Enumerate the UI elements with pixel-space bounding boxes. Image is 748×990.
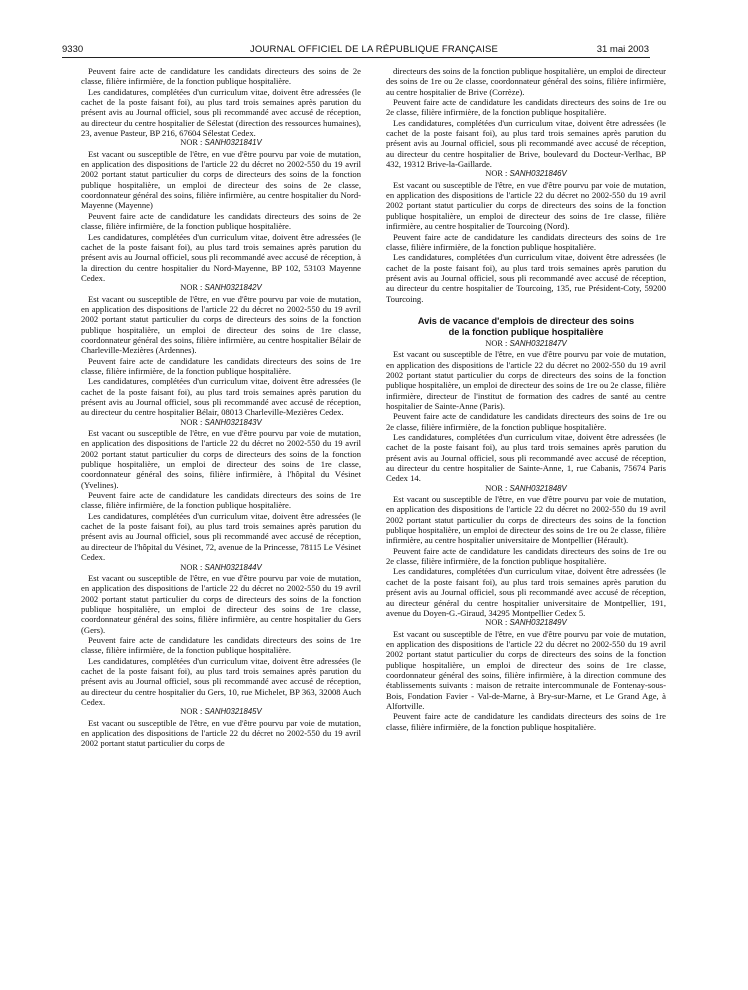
nor-code: SANH0321849V (509, 618, 567, 628)
nor-prefix: NOR : (485, 169, 508, 179)
paragraph: Les candidatures, complétées d'un curriculum vitae, doivent être adressées (le cachet de la poste faisant foi), au plus tard trois semaines après parution du présent avis au Journal officiel, sous pli recommandé avec accusé de réception, au directeur du centre hospitalier Bélair, 08013 Charleville-Mezières Cedex. (81, 376, 361, 418)
nor-code: SANH0321841V (204, 138, 262, 148)
nor-prefix: NOR : (485, 618, 508, 628)
paragraph: Est vacant ou susceptible de l'être, en vue d'être pourvu par voie de mutation, en application des dispositions de l'article 22 du décret no 2002-550 du 19 avril 2002 portant statut particulier du corps de (81, 717, 361, 749)
nor-code: SANH0321843V (204, 417, 262, 427)
paragraph: Est vacant ou susceptible de l'être, en vue d'être pourvu par voie de mutation, en application des dispositions de l'article 22 du décret no 2002-550 du 19 avril 2002 portant statut particulier du corps de directeurs des soins de la fonction publique hospitalière, un emploi de directeur des soins de 1re classe, coordonnateur général des soins, filière infirmière, au centre hospitalier du Gers (Gers). (81, 572, 361, 635)
paragraph: Les candidatures, complétées d'un curriculum vitae, doivent être adressées (le cachet de la poste faisant foi), au plus tard trois semaines après parution du présent avis au Journal officiel, sous pli recommandé avec accusé de réception, à la direction du centre hospitalier du Nord-Mayenne, BP 102, 53103 Mayenne Cedex. (81, 231, 361, 283)
nor-reference (386, 339, 666, 349)
section-title-line: Avis de vacance d'emplois de directeur des soins (417, 315, 635, 326)
header-rule (62, 57, 650, 58)
right-column (386, 66, 666, 986)
nor-code: SANH0321844V (204, 562, 262, 572)
nor-reference (81, 418, 361, 428)
nor-reference (386, 484, 666, 494)
nor-prefix: NOR : (180, 707, 203, 717)
nor-reference (81, 283, 361, 293)
paragraph: Est vacant ou susceptible de l'être, en vue d'être pourvu par voie de mutation, en application des dispositions de l'article 22 du décret no 2002-550 du 19 avril 2002 portant statut particulier du corps de directeurs des soins de la fonction publique hospitalière, un emploi de directeur des soins de 1re classe, coordonnateur général des soins, filière infirmière, à la direction commune des établissements suivants : maison de retraite intercommunale de Fontenay-sous-Bois, Fondation Favier - Val-de-Marne, à Bry-sur-Marne, et Le Grand Age, à Alfortville. (386, 628, 666, 711)
paragraph: Peuvent faire acte de candidature les candidats directeurs des soins de 1re classe, filière infirmière, de la fonction publique hospitalière. (386, 231, 666, 252)
nor-code: SANH0321848V (509, 483, 567, 493)
paragraph: Est vacant ou susceptible de l'être, en vue d'être pourvu par voie de mutation, en application des dispositions de l'article 22 du décret no 2002-550 du 19 avril 2002 portant statut particulier du corps de directeurs des soins de la fonction publique hospitalière, un emploi de directeur des soins de 1re ou 2e classe, filière infirmière, directeur de l'institut de formation des cadres de santé au centre hospitalier de Sainte-Anne (Paris). (386, 349, 666, 411)
nor-prefix: NOR : (485, 483, 508, 493)
nor-reference (386, 618, 666, 628)
paragraph: Les candidatures, complétées d'un curriculum vitae, doivent être adressées (le cachet de la poste faisant foi), au plus tard trois semaines après parution du présent avis au Journal officiel, sous pli recommandé avec accusé de réception, au directeur du centre hospitalier du Gers, 10, rue Michelet, BP 363, 32008 Auch Cedex. (81, 655, 361, 707)
paragraph: Est vacant ou susceptible de l'être, en vue d'être pourvu par voie de mutation, en application des dispositions de l'article 22 du décret no 2002-550 du 19 avril 2002 portant statut particulier du corps de directeurs des soins de la fonction publique hospitalière, un emploi de directeur des soins de 1re classe, coordonnateur général des soins, filière infirmière, au centre hospitalier Bélair de Charleville-Mezières (Ardennes). (81, 293, 361, 356)
paragraph: Peuvent faire acte de candidature les candidats directeurs des soins de 1re classe, filière infirmière, de la fonction publique hospitalière. (81, 355, 361, 376)
paragraph: Peuvent faire acte de candidature les candidats directeurs des soins de 1re ou 2e classe, filière infirmière, de la fonction publique hospitalière. (386, 97, 666, 118)
paragraph: Est vacant ou susceptible de l'être, en vue d'être pourvu par voie de mutation, en application des dispositions de l'article 22 du décret no 2002-550 du 19 avril 2002 portant statut particulier du corps de directeurs des soins de la fonction publique hospitalière, un emploi de directeur des soins de 1re ou 2e classe, filière infirmière, au centre hospitalier universitaire de Montpellier (Hérault). (386, 494, 666, 546)
nor-reference (81, 563, 361, 573)
nor-prefix: NOR : (180, 417, 203, 427)
nor-code: SANH0321847V (509, 338, 567, 348)
section-title-line: de la fonction publique hospitalière (448, 326, 604, 337)
paragraph: Est vacant ou susceptible de l'être, en vue d'être pourvu par voie de mutation, en application des dispositions de l'article 22 du décret no 2002-550 du 19 avril 2002 portant statut particulier du corps de directeurs des soins de la fonction publique hospitalière, un emploi de directeur des soins de 1re classe, coordonnateur général des soins, filière infirmière, à l'hôpital du Vésinet (Yvelines). (81, 428, 361, 490)
paragraph: directeurs des soins de la fonction publique hospitalière, un emploi de directeur des soins de 1re ou 2e classe, coordonnateur général des soins, filière infirmière, au centre hospitalier de Brive (Corrèze). (386, 66, 666, 97)
paragraph: Peuvent faire acte de candidature les candidats directeurs des soins de 1re classe, filière infirmière, de la fonction publique hospitalière. (81, 490, 361, 511)
section-title (386, 316, 666, 338)
paragraph: Peuvent faire acte de candidature les candidats directeurs des soins de 2e classe, filière infirmière, de la fonction publique hospitalière. (81, 210, 361, 232)
nor-prefix: NOR : (485, 338, 508, 348)
paragraph: Est vacant ou susceptible de l'être, en vue d'être pourvu par voie de mutation, en application des dispositions de l'article 22 du décret no 2002-550 du 19 avril 2002 portant statut particulier du corps de directeurs des soins de la fonction publique hospitalière, un emploi de directeur des soins de 2e classe, coordonnateur général des soins, filière infirmière, au centre hospitalier du Nord-Mayenne (Mayenne) (81, 148, 361, 211)
nor-code: SANH0321846V (509, 169, 567, 179)
paragraph: Les candidatures, complétées d'un curriculum vitae, doivent être adressées (le cachet de la poste faisant foi), au plus tard trois semaines après parution du présent avis au Journal officiel, sous pli recommandé avec accusé de réception, au directeur général du centre hospitalier universitaire de Montpellier, 191, avenue du Doyen-G.-Giraud, 34295 Montpellier Cedex 5. (386, 566, 666, 618)
page-number: 9330 (62, 44, 84, 55)
nor-reference (81, 138, 361, 148)
nor-prefix: NOR : (180, 283, 203, 293)
paragraph: Les candidatures, complétées d'un curriculum vitae, doivent être adressées (le cachet de la poste faisant foi), au plus tard trois semaines après parution du présent avis au Journal officiel, sous pli recommandé avec accusé de réception, au directeur de l'hôpital du Vésinet, 72, avenue de la Princesse, 78115 Le Vésinet Cedex. (81, 510, 361, 563)
paragraph: Les candidatures, complétées d'un curriculum vitae, doivent être adressées (le cachet de la poste faisant foi), au plus tard trois semaines après parution du présent avis au Journal officiel, sous pli recommandé avec accusé de réception, au directeur du centre hospitalier de Sélestat (direction des ressources humaines), 23, avenue Pasteur, BP 216, 67604 Sélestat Cedex. (81, 86, 361, 139)
paragraph: Peuvent faire acte de candidature les candidats directeurs des soins de 1re classe, filière infirmière, de la fonction publique hospitalière. (81, 634, 361, 656)
nor-prefix: NOR : (180, 562, 203, 572)
paragraph: Est vacant ou susceptible de l'être, en vue d'être pourvu par voie de mutation, en application des dispositions de l'article 22 du décret no 2002-550 du 19 avril 2002 portant statut particulier du corps de directeurs des soins de la fonction publique hospitalière, un emploi de directeur des soins de 1re classe, filière infirmière, au centre hospitalier de Tourcoing (Nord). (386, 179, 666, 232)
journal-title: JOURNAL OFFICIEL DE LA RÉPUBLIQUE FRANÇAISE (249, 44, 499, 55)
paragraph: Les candidatures, complétées d'un curriculum vitae, doivent être adressées (le cachet de la poste faisant foi), au plus tard trois semaines après parution du présent avis au Journal officiel, sous pli recommandé avec accusé de réception, au directeur du centre hospitalier de Tourcoing, 135, rue Président-Coty, 59200 Tourcoing. (386, 252, 666, 304)
paragraph: Peuvent faire acte de candidature les candidats directeurs des soins de 1re classe, filière infirmière, de la fonction publique hospitalière. (386, 711, 666, 732)
issue-date: 31 mai 2003 (596, 44, 649, 55)
left-column (81, 66, 361, 986)
nor-reference (81, 707, 361, 717)
paragraph: Peuvent faire acte de candidature les candidats directeurs des soins de 2e classe, filière infirmière, de la fonction publique hospitalière. (81, 66, 361, 87)
nor-code: SANH0321842V (204, 283, 262, 293)
paragraph: Peuvent faire acte de candidature les candidats directeurs des soins de 1re ou 2e classe, filière infirmière, de la fonction publique hospitalière. (386, 411, 666, 432)
nor-code: SANH0321845V (204, 707, 262, 717)
nor-reference (386, 169, 666, 179)
paragraph: Les candidatures, complétées d'un curriculum vitae, doivent être adressées (le cachet de la poste faisant foi), au plus tard trois semaines après parution du présent avis au Journal officiel, sous pli recommandé avec accusé de réception, au directeur du centre hospitalier de Sainte-Anne, 1, rue Cabanis, 75674 Paris Cedex 14. (386, 432, 666, 484)
nor-prefix: NOR : (180, 138, 203, 148)
paragraph: Peuvent faire acte de candidature les candidats directeurs des soins de 1re ou 2e classe, filière infirmière, de la fonction publique hospitalière. (386, 545, 666, 567)
paragraph: Les candidatures, complétées d'un curriculum vitae, doivent être adressées (le cachet de la poste faisant foi), au plus tard trois semaines après parution du présent avis au Journal officiel, sous pli recommandé avec accusé de réception, au directeur du centre hospitalier de Brive, boulevard du Docteur-Verlhac, BP 432, 19312 Brive-la-Gaillarde. (386, 117, 666, 170)
